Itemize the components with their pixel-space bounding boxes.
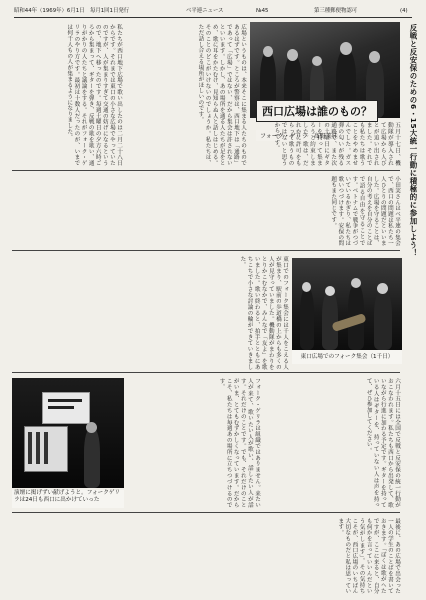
article-column-b: 広場というものは、本来そこに集まる人たちのものであるはずです。ところが警察は、西口地下は「通路」であって「広場」ではない、だから集会は許されないといいます。しかし、あの場所を通る人たちが足をとめ、歌に耳をかたむけ、見知らぬ人と話しはじめる。そのことのどこがいけないのでしょうか。私たちは、ただ話し合える場所がほしいのです。 — [197, 24, 246, 166]
section-divider-4 — [12, 512, 400, 513]
issue-date: 昭和44年（1969年）6月1日 毎月1回1日発行 — [14, 8, 130, 14]
feature-byline: フォーク・ゲリラ 髙野美佳 — [256, 130, 342, 141]
folk-gathering-image — [292, 258, 402, 350]
concert-caption: 東口広場でのフォーク集会（1千日） — [292, 350, 402, 364]
poster-caption: 演壇に掲げずい献げようと。フォークゲリラは24日も西口に出かけていった — [12, 490, 124, 508]
paper-name: ベ平連ニュース — [186, 8, 224, 14]
sidebar-slogan: 反戦と反安保のための6・15大統一行動に積極的に参加しよう！ — [409, 24, 418, 258]
article-column-c: 五月十七日、機動隊が導入されて広場から人びとが追い出されました。それでも私たちは歌うことをやめませんでした。ガス弾の匂いが残る通路で、また次の土曜日にギターを持って集まろうと約束しました。歌は、だれかに許可をもらって歌うものではないと思うからです。 — [273, 122, 400, 166]
article-column-f: フォーク・ゲリラは組織ではありません。来たい人が来て、歌いたい人が歌い、話したい人が話す。それだけのことです。でも、それだけのことがいま、とてもむずかしくなっています。だからこそ、私たちは毎週あの場所に立ちつづけるのです。 — [218, 378, 260, 508]
article-column-a: 私たちが西口地下広場で歌い出したのは二月二十八日からです。それまでは東口の小さな広場でやっていたのですが、人が集まりすぎて交通の妨げになるというので、地下へ移ったのです。毎週土曜日の夕方六時ごろから集まって、ギターを弾き、反戦の歌を歌い、通りがかりの人たちと議論をする。それがフォーク・ゲリラのやり方です。最初は十数人だったのが、いまでは何千人もの人が集まるようになりました。 — [66, 24, 122, 166]
poster-photo — [12, 378, 124, 488]
poster-board-image — [12, 378, 124, 488]
section-divider-1 — [12, 170, 400, 171]
article-column-g: 六月十五日には全国で反戦と反安保の統一行動がおこなわれます。私たちも西口から出発して、歌いながら行進に加わる予定です。ギターを持っている人はギターを、持っていない人は声を持って、ぜひ参加してください。 — [365, 378, 400, 508]
feature-headline: 西口広場は誰のもの？ — [256, 100, 378, 122]
postal-permit: 第三種郵便物認可 — [314, 8, 358, 14]
page-header — [14, 5, 412, 18]
section-divider-2 — [12, 250, 400, 251]
article-column-e: 東口でのフォーク集会には千人をこえる人が集まり、駅前の歩道橋の上からも多くの人が見守っていました。機動隊がまわりをとりかこむなかで、みんなで「友よ」を歌いました。歌い終わると、拍手とともにあちこちで小さな討論の輪ができていきました。 — [239, 256, 288, 370]
page-number: (4) — [400, 8, 408, 14]
issue-number: №45 — [256, 8, 269, 14]
feature-photo — [250, 22, 400, 140]
concert-photo — [292, 258, 402, 350]
article-column-d: 小田実さんはベ平連の集会で、西口の問題は私たち一人ひとりの問題だといいました。広場を守ることは、自分の考えを自分のことばで語る自由を守ることです。ベトナムで戦争がつづいているかぎり、私たちは歌いつづけます。安保の問題もまた同じです。 — [330, 176, 400, 246]
article-column-h: 最後に、あの広場で出会った一人の学生のことばを書いておきます。「ぼくは歌がへたですが、ここに来ると、自分も何かを言っていいんだという気がします」。その気持ちこそが、西口広場のいちばん大切なものだと私は思っています。 — [337, 518, 400, 594]
section-divider-3 — [12, 372, 400, 373]
